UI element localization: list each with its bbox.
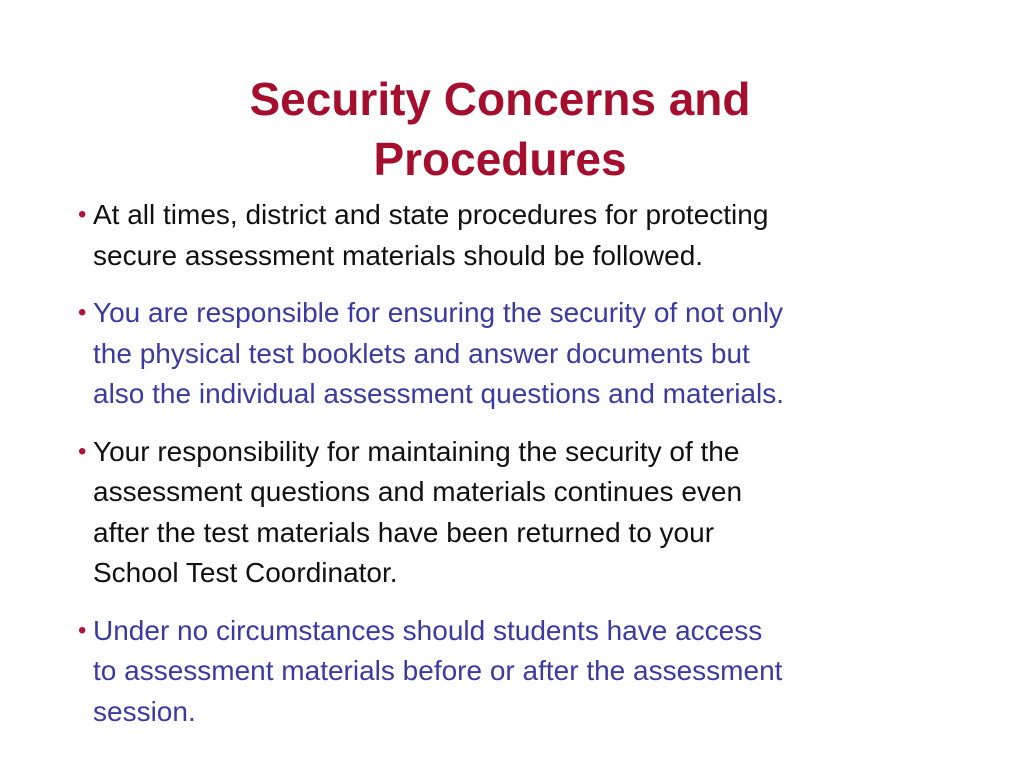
bullet-item <box>78 195 978 276</box>
bullet-text-line: secure assessment materials should be followed. <box>93 239 704 271</box>
bullet-text-line: You are responsible for ensuring the security of not only <box>93 297 784 328</box>
bullet-text-line: to assessment materials before or after the assessment <box>93 655 783 686</box>
bullet-text-line: Your responsibility for maintaining the security of the <box>93 435 740 467</box>
bullet-dot-icon: • <box>78 299 87 326</box>
bullet-text-line: At all times, district and state procedures for protecting <box>93 199 769 230</box>
bullet-text-line: after the test materials have been returned to your <box>93 516 715 548</box>
bullet-text-line: assessment questions and materials continues even <box>93 476 743 507</box>
bullet-dot-icon: • <box>78 201 87 228</box>
slide-title-line-2: Procedures <box>373 132 627 185</box>
bullet-item <box>78 293 978 415</box>
bullet-text-line: session. <box>93 695 196 727</box>
bullet-dot-icon: • <box>78 437 87 465</box>
bullet-list <box>78 195 978 749</box>
slide-title <box>0 69 1000 189</box>
bullet-item <box>78 611 978 733</box>
bullet-dot-icon: • <box>78 616 87 644</box>
bullet-text-line: also the individual assessment questions and materials. <box>93 378 785 409</box>
bullet-item <box>78 432 978 594</box>
bullet-text-line: the physical test booklets and answer documents but <box>93 337 750 369</box>
bullet-text-line: School Test Coordinator. <box>93 557 398 588</box>
slide-title-line-1: Security Concerns and <box>249 72 751 125</box>
bullet-text-line: Under no circumstances should students have access <box>93 614 763 646</box>
